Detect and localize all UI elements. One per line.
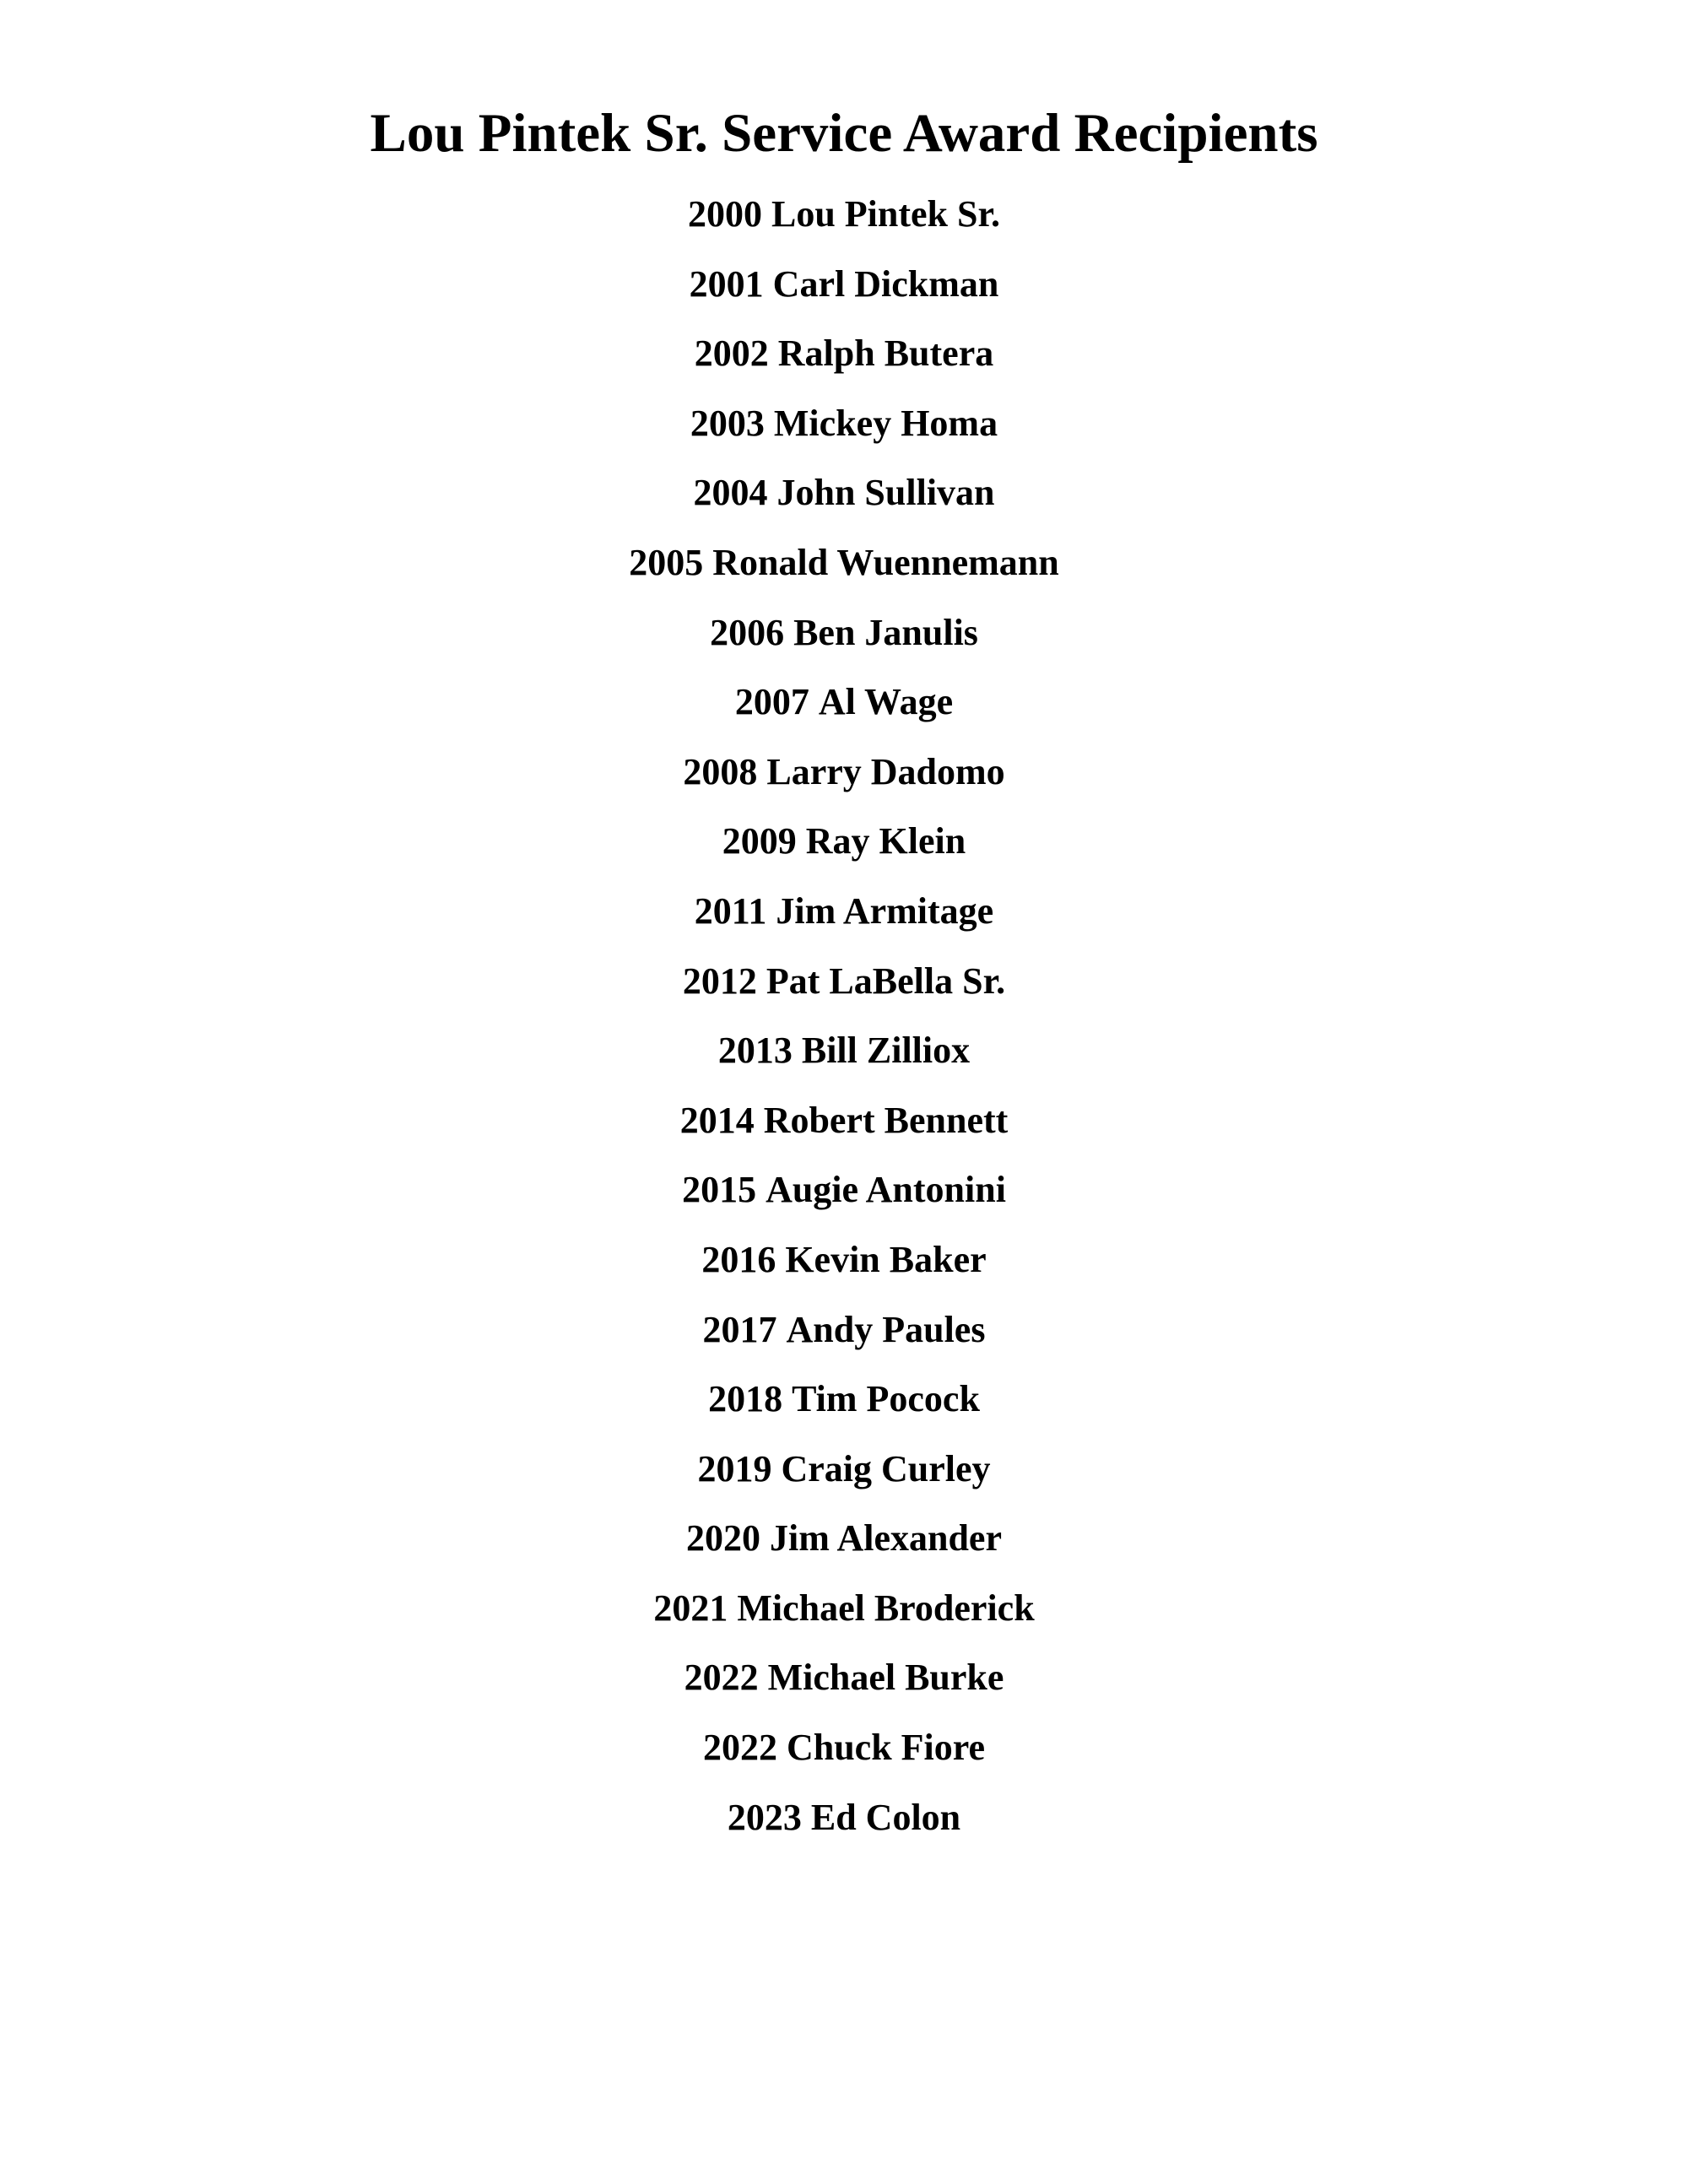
recipient-entry: [0, 1435, 1688, 1505]
recipient-name: Lou Pintek Sr.: [771, 193, 1000, 235]
recipient-entry: [0, 947, 1688, 1017]
recipient-year: 2019: [697, 1447, 772, 1489]
recipient-year: 2007: [734, 681, 809, 723]
recipient-year: 2013: [717, 1030, 793, 1072]
recipient-name: Carl Dickman: [772, 262, 999, 305]
recipient-entry: [0, 1713, 1688, 1783]
recipient-entry: [0, 180, 1688, 250]
recipient-entry: [0, 1574, 1688, 1644]
recipient-name: John Sullivan: [776, 472, 995, 514]
recipient-entry: [0, 1783, 1688, 1853]
recipient-name: Robert Bennett: [763, 1099, 1009, 1141]
recipient-year: 2017: [702, 1308, 777, 1350]
recipient-entry: [0, 1225, 1688, 1295]
recipient-year: 2003: [690, 402, 765, 444]
recipient-year: 2022: [702, 1727, 777, 1769]
recipient-year: 2001: [689, 262, 764, 305]
recipient-name: Larry Dadomo: [766, 750, 1005, 792]
recipient-year: 2012: [682, 960, 757, 1002]
recipient-year: 2002: [694, 332, 769, 375]
recipient-year: 2011: [694, 889, 767, 932]
recipient-name: Mickey Homa: [773, 402, 998, 444]
recipient-year: 2014: [679, 1099, 755, 1141]
recipient-name: Chuck Fiore: [786, 1727, 986, 1769]
recipient-entry: [0, 1295, 1688, 1365]
recipient-year: 2020: [686, 1517, 760, 1560]
page-title: Lou Pintek Sr. Service Award Recipients: [370, 103, 1318, 164]
recipient-name: Augie Antonini: [766, 1169, 1006, 1211]
recipient-name: Jim Alexander: [770, 1517, 1002, 1560]
recipient-entry: [0, 458, 1688, 528]
recipient-name: Tim Pocock: [792, 1378, 980, 1420]
recipient-entry: [0, 319, 1688, 389]
recipient-entry: [0, 250, 1688, 320]
recipient-entry: [0, 1504, 1688, 1574]
recipient-year: 2000: [687, 193, 762, 235]
recipient-year: 2005: [629, 541, 704, 583]
recipient-year: 2016: [701, 1238, 776, 1280]
recipient-name: Andy Paules: [786, 1308, 986, 1350]
recipient-year: 2023: [727, 1796, 802, 1838]
recipient-year: 2008: [683, 750, 758, 792]
recipient-name: Michael Broderick: [737, 1587, 1035, 1629]
recipient-name: Bill Zilliox: [801, 1030, 971, 1072]
recipient-year: 2006: [710, 611, 785, 653]
recipient-name: Pat LaBella Sr.: [766, 960, 1006, 1002]
recipient-entry: [0, 807, 1688, 877]
recipient-name: Michael Burke: [767, 1657, 1004, 1699]
recipient-name: Ed Colon: [810, 1796, 961, 1838]
recipient-year: 2009: [722, 820, 797, 862]
recipient-entry: [0, 1365, 1688, 1435]
recipient-year: 2021: [653, 1587, 728, 1629]
recipient-entry: [0, 738, 1688, 808]
recipient-name: Jim Armitage: [776, 889, 994, 932]
recipient-name: Ronald Wuennemann: [712, 541, 1059, 583]
recipient-entry: [0, 668, 1688, 738]
recipient-name: Ray Klein: [805, 820, 966, 862]
recipient-entry: [0, 1643, 1688, 1713]
recipient-list: [0, 180, 1688, 1852]
recipient-name: Kevin Baker: [785, 1238, 987, 1280]
recipient-entry: [0, 389, 1688, 459]
recipient-year: 2018: [708, 1378, 783, 1420]
recipient-year: 2004: [693, 472, 768, 514]
recipient-year: 2015: [682, 1169, 757, 1211]
recipient-entry: [0, 1155, 1688, 1225]
recipient-entry: [0, 528, 1688, 598]
recipient-name: Al Wage: [818, 681, 954, 723]
recipient-entry: [0, 877, 1688, 947]
recipient-name: Ralph Butera: [777, 332, 994, 375]
recipient-name: Ben Janulis: [793, 611, 978, 653]
recipient-entry: [0, 1016, 1688, 1086]
recipient-name: Craig Curley: [781, 1447, 991, 1489]
recipient-entry: [0, 598, 1688, 668]
recipient-year: 2022: [684, 1657, 759, 1699]
recipient-entry: [0, 1086, 1688, 1156]
